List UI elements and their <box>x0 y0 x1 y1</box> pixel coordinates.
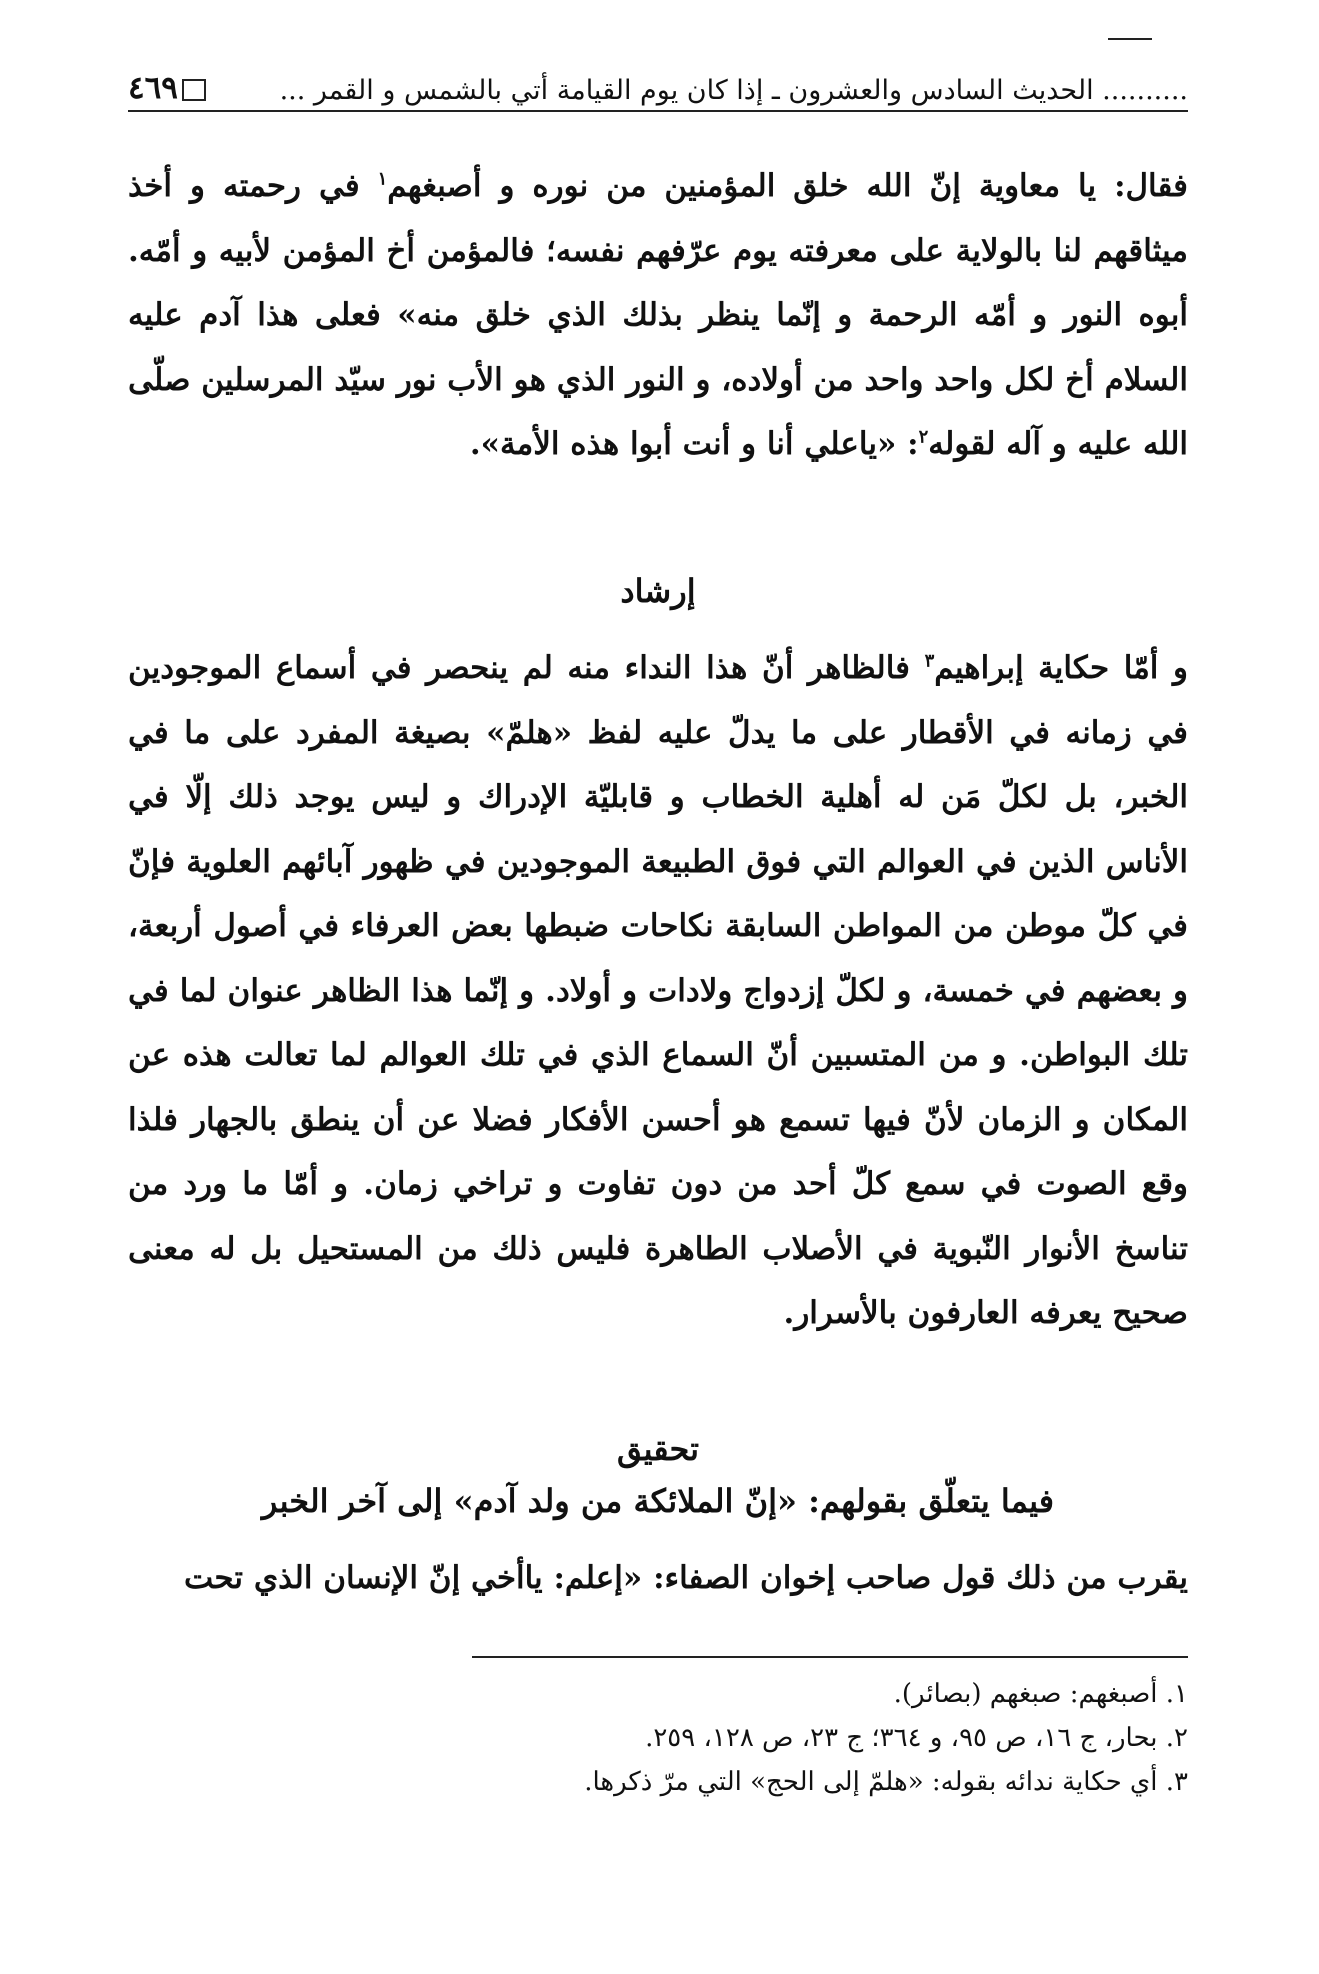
footnote-ref-2: ٢ <box>918 426 929 448</box>
paragraph-1-text-c: : «ياعلي أنا و أنت أبوا هذه الأمة». <box>469 426 919 462</box>
page-header <box>128 56 1188 112</box>
paragraph-1-text-a: فقال: يا معاوية إنّ الله خلق المؤمنين من نوره و أصبغهم <box>387 168 1188 204</box>
paragraph-3: يقرب من ذلك قول صاحب إخوان الصفاء: «إعلم: ياأخي إنّ الإنسان الذي تحت <box>183 1560 1188 1596</box>
page-number: ٤٦٩ <box>128 70 178 106</box>
footnote-2: ٢. بحار، ج ١٦، ص ٩٥، و ٣٦٤؛ ج ٢٣، ص ١٢٨، ٢٥٩. <box>645 1723 1188 1753</box>
footnotes <box>128 1672 1188 1804</box>
paragraph-1-text-b: في رحمته و أخذ ميثاقهم لنا بالولاية على معرفته يوم عرّفهم نفسه؛ فالمؤمن أخ المؤمن لأبيه و أمّه. أبوه النور و أمّه الرحمة و إنّما ينظر بذلك الذي خلق منه» فعلى هذا آدم عليه السلام أخ لكل واحد واحد من أولاده، و النور الذي هو الأب نور سيّد المرسلين صلّى الله عليه و آله لقوله <box>128 168 1188 462</box>
page-number-group <box>128 70 206 106</box>
running-title: .......... الحديث السادس والعشرون ـ إذا كان يوم القيامة أتي بالشمس و القمر ... <box>279 75 1188 106</box>
footnote-divider <box>472 1656 1188 1658</box>
paragraph-2-text-b: فالظاهر أنّ هذا النداء منه لم ينحصر في أسماع الموجودين في زمانه في الأقطار على ما يدلّ عليه لفظ «هلمّ» بصيغة المفرد على ما في الخبر، بل لكلّ مَن له أهلية الخطاب و قابليّة الإدراك و ليس يوجد ذلك إلّا في الأناس الذين في العوالم التي فوق الطبيعة الموجودين في ظهور آبائهم العلوية فإنّ في كلّ موطن من المواطن السابقة نكاحات ضبطها بعض العرفاء في أصول أربعة، و بعضهم في خمسة، و لكلّ إزدواج ولادات و أولاد. و إنّما هذا الظاهر عنوان لما في تلك البواطن. و من المتسبين أنّ السماع الذي في تلك العوالم لما تعالت هذه عن المكان و الزمان لأنّ فيها تسمع هو أحسن الأفكار فضلا عن أن ينطق بالجهار فلذا وقع الصوت في سمع كلّ أحد من دون تفاوت و تراخي زمان. و أمّا ما ورد من تناسخ الأنوار النّبوية في الأصلاب الطاهرة فليس ذلك من المستحيل بل له معنى صحيح يعرفه العارفون بالأسرار. <box>128 650 1188 1331</box>
footnote-3: ٣. أي حكاية ندائه بقوله: «هلمّ إلى الحج» التي مرّ ذكرها. <box>584 1767 1188 1797</box>
paragraph-2 <box>128 636 1188 1346</box>
footnote-1: ١. أصبغهم: صبغهم (بصائر). <box>893 1679 1188 1709</box>
section-subheading: فيما يتعلّق بقولهم: «إنّ الملائكة من ولد آدم» إلى آخر الخبر <box>261 1482 1055 1520</box>
top-rule <box>1108 38 1152 40</box>
paragraph-1 <box>128 154 1188 477</box>
footnote-ref-3: ٣ <box>924 650 935 672</box>
footnote-ref-1: ١ <box>377 168 388 190</box>
section-heading-irshad: إرشاد <box>620 572 696 610</box>
paragraph-2-text-a: و أمّا حكاية إبراهيم <box>934 650 1188 686</box>
ornament-box-icon <box>182 79 206 101</box>
section-heading-tahqiq: تحقيق <box>616 1430 700 1468</box>
